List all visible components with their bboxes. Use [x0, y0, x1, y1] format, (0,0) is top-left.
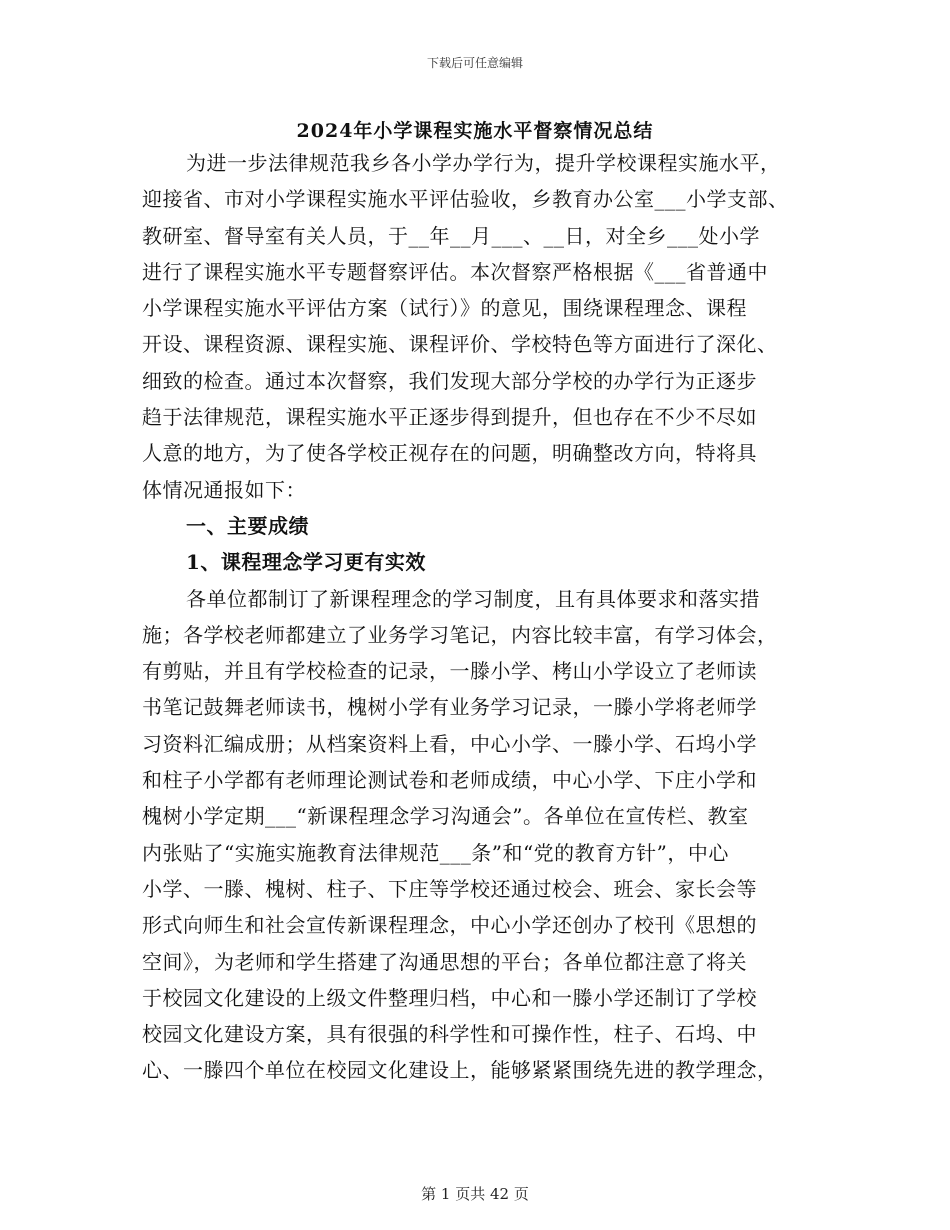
- body-line: 开设、课程资源、课程实施、课程评价、学校特色等方面进行了深化、: [142, 332, 778, 357]
- body-line: 趋于法律规范，课程实施水平正逐步得到提升，但也存在不少不尽如: [142, 405, 757, 430]
- body-line: 人意的地方，为了使各学校正视存在的问题，明确整改方向，特将具: [142, 441, 757, 466]
- page-header: 下载后可任意编辑: [426, 56, 523, 70]
- body-line: 各单位都制订了新课程理念的学习制度，且有具体要求和落实措: [186, 586, 760, 611]
- body-line: 小学、一滕、槐树、柱子、下庄等学校还通过校会、班会、家长会等: [142, 876, 757, 901]
- body-line: 细致的检查。通过本次督察，我们发现大部分学校的办学行为正逐步: [142, 368, 757, 393]
- body-line: 槐树小学定期___“新课程理念学习沟通会”。各单位在宣传栏、教室: [142, 804, 749, 829]
- body-line: 和柱子小学都有老师理论测试卷和老师成绩，中心小学、下庄小学和: [142, 768, 757, 793]
- subsection-heading: 1、课程理念学习更有实效: [186, 550, 426, 575]
- body-line: 小学课程实施水平评估方案（试行）》的意见，围绕课程理念、课程: [142, 296, 747, 321]
- body-line: 迎接省、市对小学课程实施水平评估验收，乡教育办公室___小学支部、: [142, 187, 789, 212]
- body-line: 体情况通报如下：: [142, 477, 306, 502]
- body-line: 进行了课程实施水平专题督察评估。本次督察严格根据《___省普通中: [142, 259, 768, 284]
- body-line: 空间》，为老师和学生搭建了沟通思想的平台；各单位都注意了将关: [142, 949, 747, 974]
- page-footer: 第 1 页共 42 页: [421, 1185, 529, 1203]
- document-title: 2024年小学课程实施水平督察情况总结: [296, 120, 654, 142]
- body-line: 施；各学校老师都建立了业务学习笔记，内容比较丰富，有学习体会，: [142, 622, 778, 647]
- body-line: 心、一滕四个单位在校园文化建设上，能够紧紧围绕先进的教学理念，: [142, 1058, 778, 1083]
- body-line: 为进一步法律规范我乡各小学办学行为，提升学校课程实施水平，: [186, 151, 781, 175]
- body-line: 书笔记鼓舞老师读书，槐树小学有业务学习记录，一滕小学将老师学: [142, 695, 757, 720]
- body-line: 于校园文化建设的上级文件整理归档，中心和一滕小学还制订了学校: [142, 985, 757, 1010]
- body-line: 内张贴了“实施实施教育法律规范___条”和“党的教育方针”，中心: [142, 840, 729, 865]
- document-body: [142, 145, 822, 1089]
- body-line: 校园文化建设方案，具有很强的科学性和可操作性，柱子、石坞、中: [142, 1022, 757, 1047]
- section-heading: 一、主要成绩: [186, 513, 309, 538]
- body-line: 习资料汇编成册；从档案资料上看，中心小学、一滕小学、石坞小学: [142, 731, 757, 756]
- body-line: 教研室、督导室有关人员，于__年__月___、__日，对全乡___处小学: [142, 223, 760, 248]
- body-line: 形式向师生和社会宣传新课程理念，中心小学还创办了校刊《思想的: [142, 913, 757, 938]
- body-line: 有剪贴，并且有学校检查的记录，一滕小学、栲山小学设立了老师读: [142, 659, 757, 684]
